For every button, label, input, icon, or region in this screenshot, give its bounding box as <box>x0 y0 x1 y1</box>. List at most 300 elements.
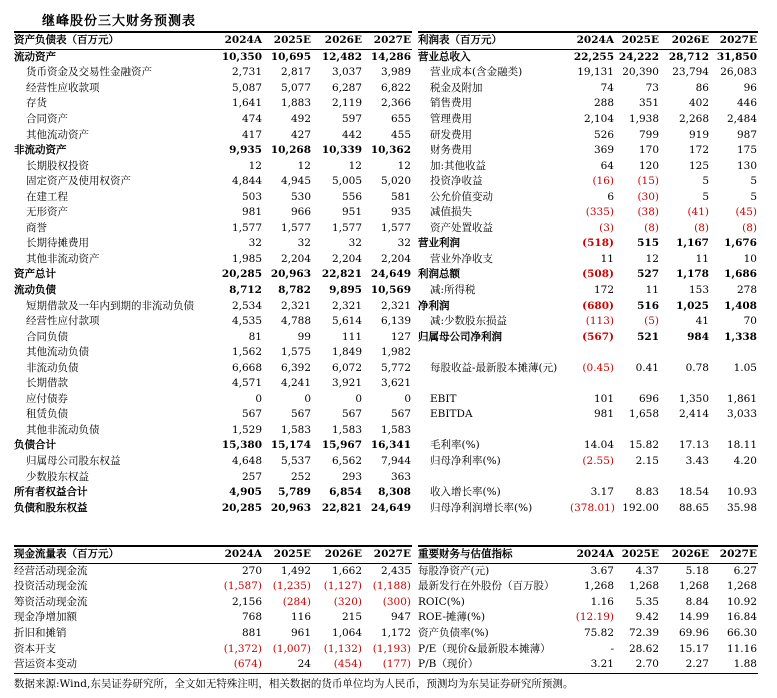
value-cell: 153 <box>688 284 709 297</box>
value-cell: 11.16 <box>726 642 757 655</box>
table-header-row <box>14 547 412 563</box>
row-label: 长期待摊费用 <box>26 237 89 250</box>
row-label: 其他非流动资产 <box>26 252 100 265</box>
value-cell: 15.17 <box>678 642 709 655</box>
value-cell: (3) <box>599 221 614 234</box>
value-cell: 1,408 <box>724 299 757 312</box>
value-cell: 2,268 <box>678 113 709 125</box>
table-row <box>418 127 758 143</box>
cash-flow-table <box>14 547 412 672</box>
year-header: 2024A <box>570 33 615 49</box>
value-cell: 5,789 <box>278 486 311 499</box>
table-row <box>418 298 758 314</box>
table-row <box>14 283 412 299</box>
value-cell: 15,174 <box>270 439 311 452</box>
value-cell: 1,938 <box>628 113 659 125</box>
year-header: 2026E <box>312 33 363 49</box>
row-label: 收入增长率(%) <box>430 486 501 499</box>
value-cell: 10,268 <box>270 144 311 157</box>
value-cell: (12.19) <box>575 611 614 624</box>
row-label: 每股净资产(元) <box>418 564 490 577</box>
value-cell: 567 <box>290 408 311 421</box>
row-label: 非流动资产 <box>14 144 67 157</box>
value-cell: (1,127) <box>323 580 362 593</box>
row-label: 无形资产 <box>26 206 68 219</box>
value-cell: 1,268 <box>678 580 709 593</box>
value-cell: 6 <box>607 190 614 203</box>
value-cell <box>570 345 615 361</box>
row-label: 归属母公司净利润 <box>418 330 502 343</box>
value-cell: (2.55) <box>582 455 614 468</box>
row-label: 归属母公司股东权益 <box>26 455 121 468</box>
value-cell: 3,921 <box>331 377 362 390</box>
value-cell: 961 <box>290 627 311 639</box>
row-label: ROE-摊薄(%) <box>418 611 486 624</box>
value-cell: 32 <box>297 237 311 250</box>
row-label: 资产负债率(%) <box>418 627 489 639</box>
table-row <box>418 641 758 657</box>
row-label: 现金净增加额 <box>14 611 77 624</box>
table-row <box>14 298 412 314</box>
value-cell: 363 <box>390 470 411 483</box>
value-cell: 492 <box>290 113 311 125</box>
value-cell: 32 <box>248 237 262 250</box>
value-cell: 10.92 <box>726 595 757 608</box>
value-cell: 175 <box>736 144 757 157</box>
value-cell: (8) <box>694 221 709 234</box>
value-cell: 12,482 <box>321 50 362 63</box>
value-cell: 5 <box>750 190 757 203</box>
table-row <box>418 376 758 392</box>
value-cell: 4.37 <box>635 564 659 577</box>
value-cell: 442 <box>341 128 362 141</box>
table-row <box>14 563 412 579</box>
value-cell: 2.15 <box>635 455 659 468</box>
value-cell: 987 <box>736 128 757 141</box>
value-cell: 981 <box>241 206 262 219</box>
value-cell: 8,308 <box>378 486 411 499</box>
value-cell: 881 <box>241 627 262 639</box>
value-cell: (674) <box>233 658 262 671</box>
value-cell: 4,648 <box>231 455 262 468</box>
value-cell: (320) <box>333 595 362 608</box>
value-cell: 2,204 <box>331 252 362 265</box>
table-row <box>418 174 758 190</box>
table-row <box>14 392 412 408</box>
value-cell: 947 <box>390 611 411 624</box>
value-cell: 7,944 <box>380 455 411 468</box>
value-cell: 8,712 <box>229 284 262 297</box>
row-label: 营业外净收支 <box>430 252 493 265</box>
value-cell: 11 <box>600 252 614 265</box>
value-cell: 1,577 <box>280 221 311 234</box>
row-label: 非流动负债 <box>26 361 79 374</box>
row-label: 其他流动资产 <box>26 128 89 141</box>
table-header-row <box>418 547 758 563</box>
value-cell: 15,967 <box>321 439 362 452</box>
value-cell: 1,268 <box>726 580 757 593</box>
table-row <box>418 360 758 376</box>
value-cell: 1,172 <box>380 627 411 639</box>
table-row <box>14 236 412 252</box>
row-label: 租赁负债 <box>26 408 68 421</box>
value-cell: 10,362 <box>370 144 411 157</box>
table-row <box>14 641 412 657</box>
table-row <box>418 485 758 501</box>
value-cell: 2,731 <box>231 66 262 79</box>
value-cell: 0 <box>404 392 411 405</box>
value-cell: 116 <box>290 611 311 624</box>
value-cell: 0 <box>255 392 262 405</box>
value-cell: 72.39 <box>628 627 659 639</box>
table-row <box>14 189 412 205</box>
value-cell: (1,007) <box>272 642 311 655</box>
value-cell: 3,621 <box>380 377 411 390</box>
value-cell: 1,583 <box>380 423 411 436</box>
row-label: 净利润 <box>418 299 450 312</box>
value-cell: 567 <box>241 408 262 421</box>
value-cell: 35.98 <box>726 501 757 514</box>
value-cell: 88.65 <box>678 501 709 514</box>
table-row <box>14 500 412 516</box>
value-cell: (38) <box>637 206 659 219</box>
value-cell: 5 <box>750 175 757 188</box>
row-label: 筹资活动现金流 <box>14 595 88 608</box>
table-row <box>418 610 758 626</box>
table-row <box>418 500 758 516</box>
table-row <box>418 626 758 642</box>
value-cell: 0.41 <box>635 361 659 374</box>
value-cell: 2,204 <box>380 252 411 265</box>
value-cell: (454) <box>333 658 362 671</box>
value-cell: 1,338 <box>724 330 757 343</box>
row-label: 毛利率(%) <box>430 439 480 452</box>
table-row <box>418 392 758 408</box>
value-cell: 1,268 <box>583 580 614 593</box>
row-label: 每股收益-最新股本摊薄(元) <box>430 361 558 374</box>
value-cell: 2,321 <box>280 299 311 312</box>
row-label: 商誉 <box>26 221 47 234</box>
value-cell: 74 <box>600 81 614 94</box>
table-row <box>418 221 758 237</box>
bottom-rule <box>14 673 758 674</box>
value-cell: 19,131 <box>577 66 614 79</box>
value-cell: 1,658 <box>628 408 659 421</box>
value-cell: 8,782 <box>278 284 311 297</box>
value-cell: 5,537 <box>280 455 311 468</box>
value-cell: 1,583 <box>331 423 362 436</box>
value-cell: 101 <box>593 392 614 405</box>
value-cell: 1,662 <box>331 564 362 577</box>
value-cell: 5 <box>702 175 709 188</box>
table-row <box>14 454 412 470</box>
value-cell: 10,569 <box>370 284 411 297</box>
table-row <box>14 469 412 485</box>
value-cell: 6,139 <box>380 315 411 328</box>
value-cell: 69.96 <box>678 627 709 639</box>
value-cell: 215 <box>341 611 362 624</box>
value-cell: 14,286 <box>370 50 411 63</box>
table-row <box>14 314 412 330</box>
value-cell: 172 <box>593 284 614 297</box>
table-row <box>418 423 758 439</box>
value-cell: 10,350 <box>221 50 262 63</box>
table-row <box>14 112 412 128</box>
row-label: 减:少数股东损益 <box>430 315 508 328</box>
value-cell: 527 <box>637 268 659 281</box>
value-cell: 8.84 <box>685 595 709 608</box>
table-row <box>14 329 412 345</box>
year-header: 2025E <box>263 33 312 49</box>
value-cell: 526 <box>593 128 614 141</box>
value-cell: 369 <box>593 144 614 157</box>
value-cell: 5,005 <box>331 175 362 188</box>
value-cell: 4,844 <box>231 175 262 188</box>
value-cell: 446 <box>736 97 757 110</box>
value-cell: 1,982 <box>380 346 411 359</box>
row-label: 经营性应收款项 <box>26 81 100 94</box>
value-cell: 14.99 <box>678 611 709 624</box>
table-row <box>418 657 758 673</box>
table-row <box>14 96 412 112</box>
value-cell: 64 <box>600 159 614 172</box>
value-cell: 96 <box>743 81 757 94</box>
value-cell: 5,077 <box>280 81 311 94</box>
value-cell: 31,850 <box>716 50 757 63</box>
value-cell: 170 <box>638 144 659 157</box>
table-row <box>14 49 412 65</box>
value-cell: 6,822 <box>380 81 411 94</box>
value-cell: 2,414 <box>678 408 709 421</box>
value-cell: 2,321 <box>380 299 411 312</box>
row-label: 所有者权益合计 <box>14 486 88 499</box>
value-cell: 1.88 <box>733 658 757 671</box>
value-cell: (8) <box>742 221 757 234</box>
table-row <box>14 158 412 174</box>
value-cell <box>660 345 710 361</box>
value-cell: 3,033 <box>726 408 757 421</box>
value-cell: 257 <box>241 470 262 483</box>
value-cell: 2,119 <box>331 97 362 110</box>
value-cell: 11 <box>695 252 709 265</box>
value-cell: 1,167 <box>676 237 709 250</box>
table-row <box>14 407 412 423</box>
table-header-row <box>418 33 758 49</box>
value-cell: 11 <box>645 284 659 297</box>
table-row <box>14 376 412 392</box>
table-row <box>14 610 412 626</box>
value-cell <box>660 469 710 485</box>
year-header: 2024A <box>212 33 263 49</box>
row-label <box>418 345 570 361</box>
value-cell: 1,268 <box>628 580 659 593</box>
value-cell: 28,712 <box>668 50 709 63</box>
value-cell: 20,963 <box>270 268 311 281</box>
value-cell: 455 <box>390 128 411 141</box>
value-cell: 22,821 <box>321 268 362 281</box>
table-row <box>14 143 412 159</box>
value-cell: 1,676 <box>724 237 757 250</box>
year-header: 2025E <box>615 33 660 49</box>
row-label <box>418 423 570 439</box>
row-label: 其他非流动负债 <box>26 423 100 436</box>
value-cell: 1,985 <box>231 252 262 265</box>
value-cell: 1,577 <box>331 221 362 234</box>
row-label: 销售费用 <box>430 97 472 110</box>
value-cell: 516 <box>637 299 659 312</box>
table-row <box>418 81 758 97</box>
value-cell: 1,178 <box>676 268 709 281</box>
row-label: 长期股权投资 <box>26 159 89 172</box>
value-cell: (113) <box>585 315 614 328</box>
value-cell <box>710 469 758 485</box>
value-cell: 12 <box>397 159 411 172</box>
value-cell: 5.18 <box>685 564 709 577</box>
table-row <box>14 127 412 143</box>
table-row <box>418 112 758 128</box>
value-cell: 10,339 <box>321 144 362 157</box>
row-label: 少数股东权益 <box>26 470 89 483</box>
table-row <box>418 579 758 595</box>
value-cell: 73 <box>645 81 659 94</box>
row-label: 合同资产 <box>26 113 68 125</box>
value-cell: 696 <box>638 392 659 405</box>
value-cell: (284) <box>282 595 311 608</box>
row-label: 营运资本变动 <box>14 658 77 671</box>
value-cell: 597 <box>341 113 362 125</box>
table-row <box>14 579 412 595</box>
valuation-table <box>418 547 758 672</box>
balance-sheet-table <box>14 33 412 516</box>
value-cell: 70 <box>743 315 757 328</box>
row-label: 研发费用 <box>430 128 472 141</box>
value-cell <box>615 469 660 485</box>
value-cell: 1,492 <box>280 564 311 577</box>
table-row <box>418 329 758 345</box>
value-cell: 1,583 <box>280 423 311 436</box>
table-header-row <box>14 33 412 49</box>
value-cell: 6,562 <box>331 455 362 468</box>
value-cell: (30) <box>637 190 659 203</box>
value-cell: 521 <box>637 330 659 343</box>
value-cell: 32 <box>397 237 411 250</box>
table-row <box>14 657 412 673</box>
value-cell: 799 <box>638 128 659 141</box>
value-cell: 3.21 <box>590 658 614 671</box>
value-cell: 9,895 <box>329 284 362 297</box>
value-cell: (16) <box>592 175 614 188</box>
value-cell: 919 <box>688 128 709 141</box>
value-cell: 288 <box>593 97 614 110</box>
value-cell: 99 <box>297 330 311 343</box>
value-cell: 81 <box>248 330 262 343</box>
row-label: 货币资金及交易性金融资产 <box>26 66 152 79</box>
value-cell: (335) <box>585 206 614 219</box>
year-header: 2027E <box>710 33 758 49</box>
table-row <box>418 469 758 485</box>
row-label: EBITDA <box>430 408 473 421</box>
row-label: P/B（现价） <box>418 658 479 671</box>
value-cell: 14.04 <box>583 439 614 452</box>
value-cell <box>710 423 758 439</box>
value-cell: 0 <box>304 392 311 405</box>
row-label: 资本开支 <box>14 642 56 655</box>
table-row <box>418 65 758 81</box>
table-row <box>14 485 412 501</box>
row-label: 流动负债 <box>14 284 56 297</box>
year-header: 2024A <box>570 547 615 563</box>
value-cell: 130 <box>736 159 757 172</box>
value-cell: 120 <box>638 159 659 172</box>
row-label: 税金及附加 <box>430 81 483 94</box>
value-cell: 278 <box>736 284 757 297</box>
table-row <box>14 65 412 81</box>
row-label: ROIC(%) <box>418 595 465 608</box>
value-cell: 4,945 <box>280 175 311 188</box>
table-title: 重要财务与估值指标 <box>418 547 570 563</box>
value-cell: 2,484 <box>726 113 757 125</box>
table-row <box>14 345 412 361</box>
table-row <box>418 345 758 361</box>
table-row <box>418 563 758 579</box>
value-cell: 10,695 <box>270 50 311 63</box>
value-cell: 20,285 <box>221 268 262 281</box>
row-label: 营业总收入 <box>418 50 471 63</box>
row-label: 营业成本(含金融类) <box>430 66 523 79</box>
value-cell: (680) <box>582 299 614 312</box>
value-cell: 4,788 <box>280 315 311 328</box>
value-cell <box>615 423 660 439</box>
table-row <box>418 595 758 611</box>
value-cell: 20,390 <box>622 66 659 79</box>
value-cell: 9.42 <box>635 611 659 624</box>
year-header: 2027E <box>710 547 758 563</box>
year-header: 2026E <box>660 33 710 49</box>
value-cell: (15) <box>637 175 659 188</box>
value-cell: 581 <box>390 190 411 203</box>
year-header: 2024A <box>212 547 263 563</box>
table-row <box>418 407 758 423</box>
value-cell: 32 <box>348 237 362 250</box>
row-label: EBIT <box>430 392 457 405</box>
value-cell <box>615 376 660 392</box>
value-cell <box>710 345 758 361</box>
value-cell: (45) <box>735 206 757 219</box>
row-label: 其他流动负债 <box>26 346 89 359</box>
table-row <box>418 49 758 65</box>
value-cell: (567) <box>582 330 614 343</box>
value-cell: 15.82 <box>628 439 659 452</box>
value-cell: 655 <box>390 113 411 125</box>
value-cell: 22,255 <box>573 50 614 63</box>
value-cell: 24,649 <box>370 268 411 281</box>
value-cell: 2.70 <box>635 658 659 671</box>
value-cell: 2,321 <box>331 299 362 312</box>
value-cell: 172 <box>688 144 709 157</box>
value-cell: 4,571 <box>231 377 262 390</box>
value-cell: 4,535 <box>231 315 262 328</box>
year-header: 2027E <box>363 547 412 563</box>
table-row <box>418 454 758 470</box>
table-row <box>418 143 758 159</box>
income-statement-table <box>418 33 758 516</box>
row-label: 短期借款及一年内到期的非流动负债 <box>26 299 194 312</box>
value-cell: 24,649 <box>370 501 411 514</box>
value-cell: 402 <box>688 97 709 110</box>
value-cell: 2,435 <box>380 564 411 577</box>
value-cell: 2,366 <box>380 97 411 110</box>
value-cell: 1,861 <box>726 392 757 405</box>
